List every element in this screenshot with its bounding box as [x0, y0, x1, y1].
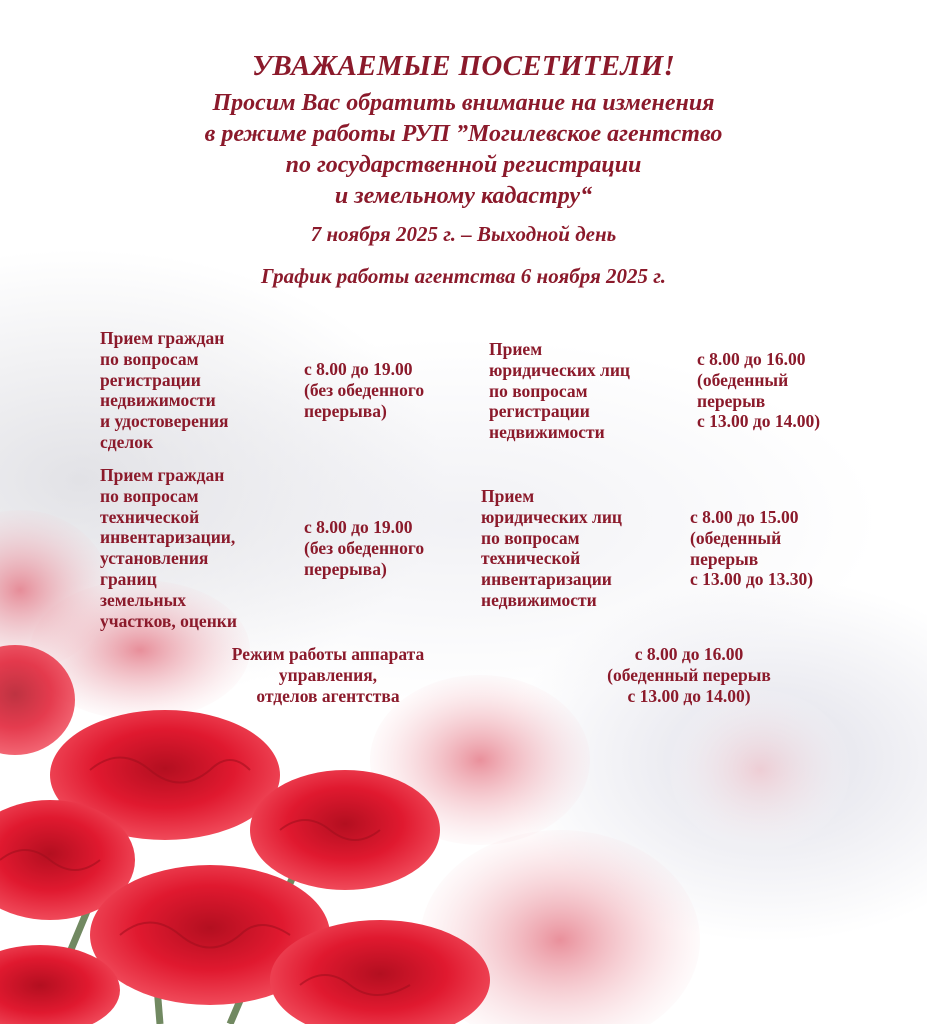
- management-hours: с 8.00 до 16.00 (обеденный перерыв с 13.00 до 14.00): [607, 644, 771, 706]
- citizens-registration-hours: с 8.00 до 19.00 (без обеденного перерыва): [304, 359, 425, 421]
- citizens-inventory-hours: с 8.00 до 19.00 (без обеденного перерыва): [304, 517, 425, 579]
- legal-registration-label: Прием юридических лиц по вопросам регистрации недвижимости: [489, 339, 631, 443]
- page-title: УВАЖАЕМЫЕ ПОСЕТИТЕЛИ!: [251, 50, 676, 82]
- legal-inventory-hours: с 8.00 до 15.00 (обеденный перерыв с 13.00 до 13.30): [690, 507, 814, 590]
- legal-registration-hours: с 8.00 до 16.00 (обеденный перерыв с 13.00 до 14.00): [697, 349, 821, 432]
- notice-text: [0, 88, 927, 212]
- notice-line: в режиме работы РУП ”Могилевское агентство: [204, 121, 723, 147]
- citizens-registration-label: Прием граждан по вопросам регистрации недвижимости и удостоверения сделок: [100, 328, 229, 452]
- notice-line: по государственной регистрации: [285, 152, 642, 178]
- schedule-title: График работы агентства 6 ноября 2025 г.: [261, 264, 666, 288]
- notice-line: Просим Вас обратить внимание на изменения: [212, 90, 715, 116]
- management-label: Режим работы аппарата управления, отделов агентства: [231, 644, 425, 706]
- day-off-notice: 7 ноября 2025 г. – Выходной день: [310, 222, 617, 246]
- citizens-inventory-label: Прием граждан по вопросам технической инвентаризации, установления границ земельных участков, оценки: [100, 465, 237, 631]
- notice-line: и земельному кадастру“: [334, 183, 593, 209]
- legal-inventory-label: Прием юридических лиц по вопросам технической инвентаризации недвижимости: [481, 486, 623, 610]
